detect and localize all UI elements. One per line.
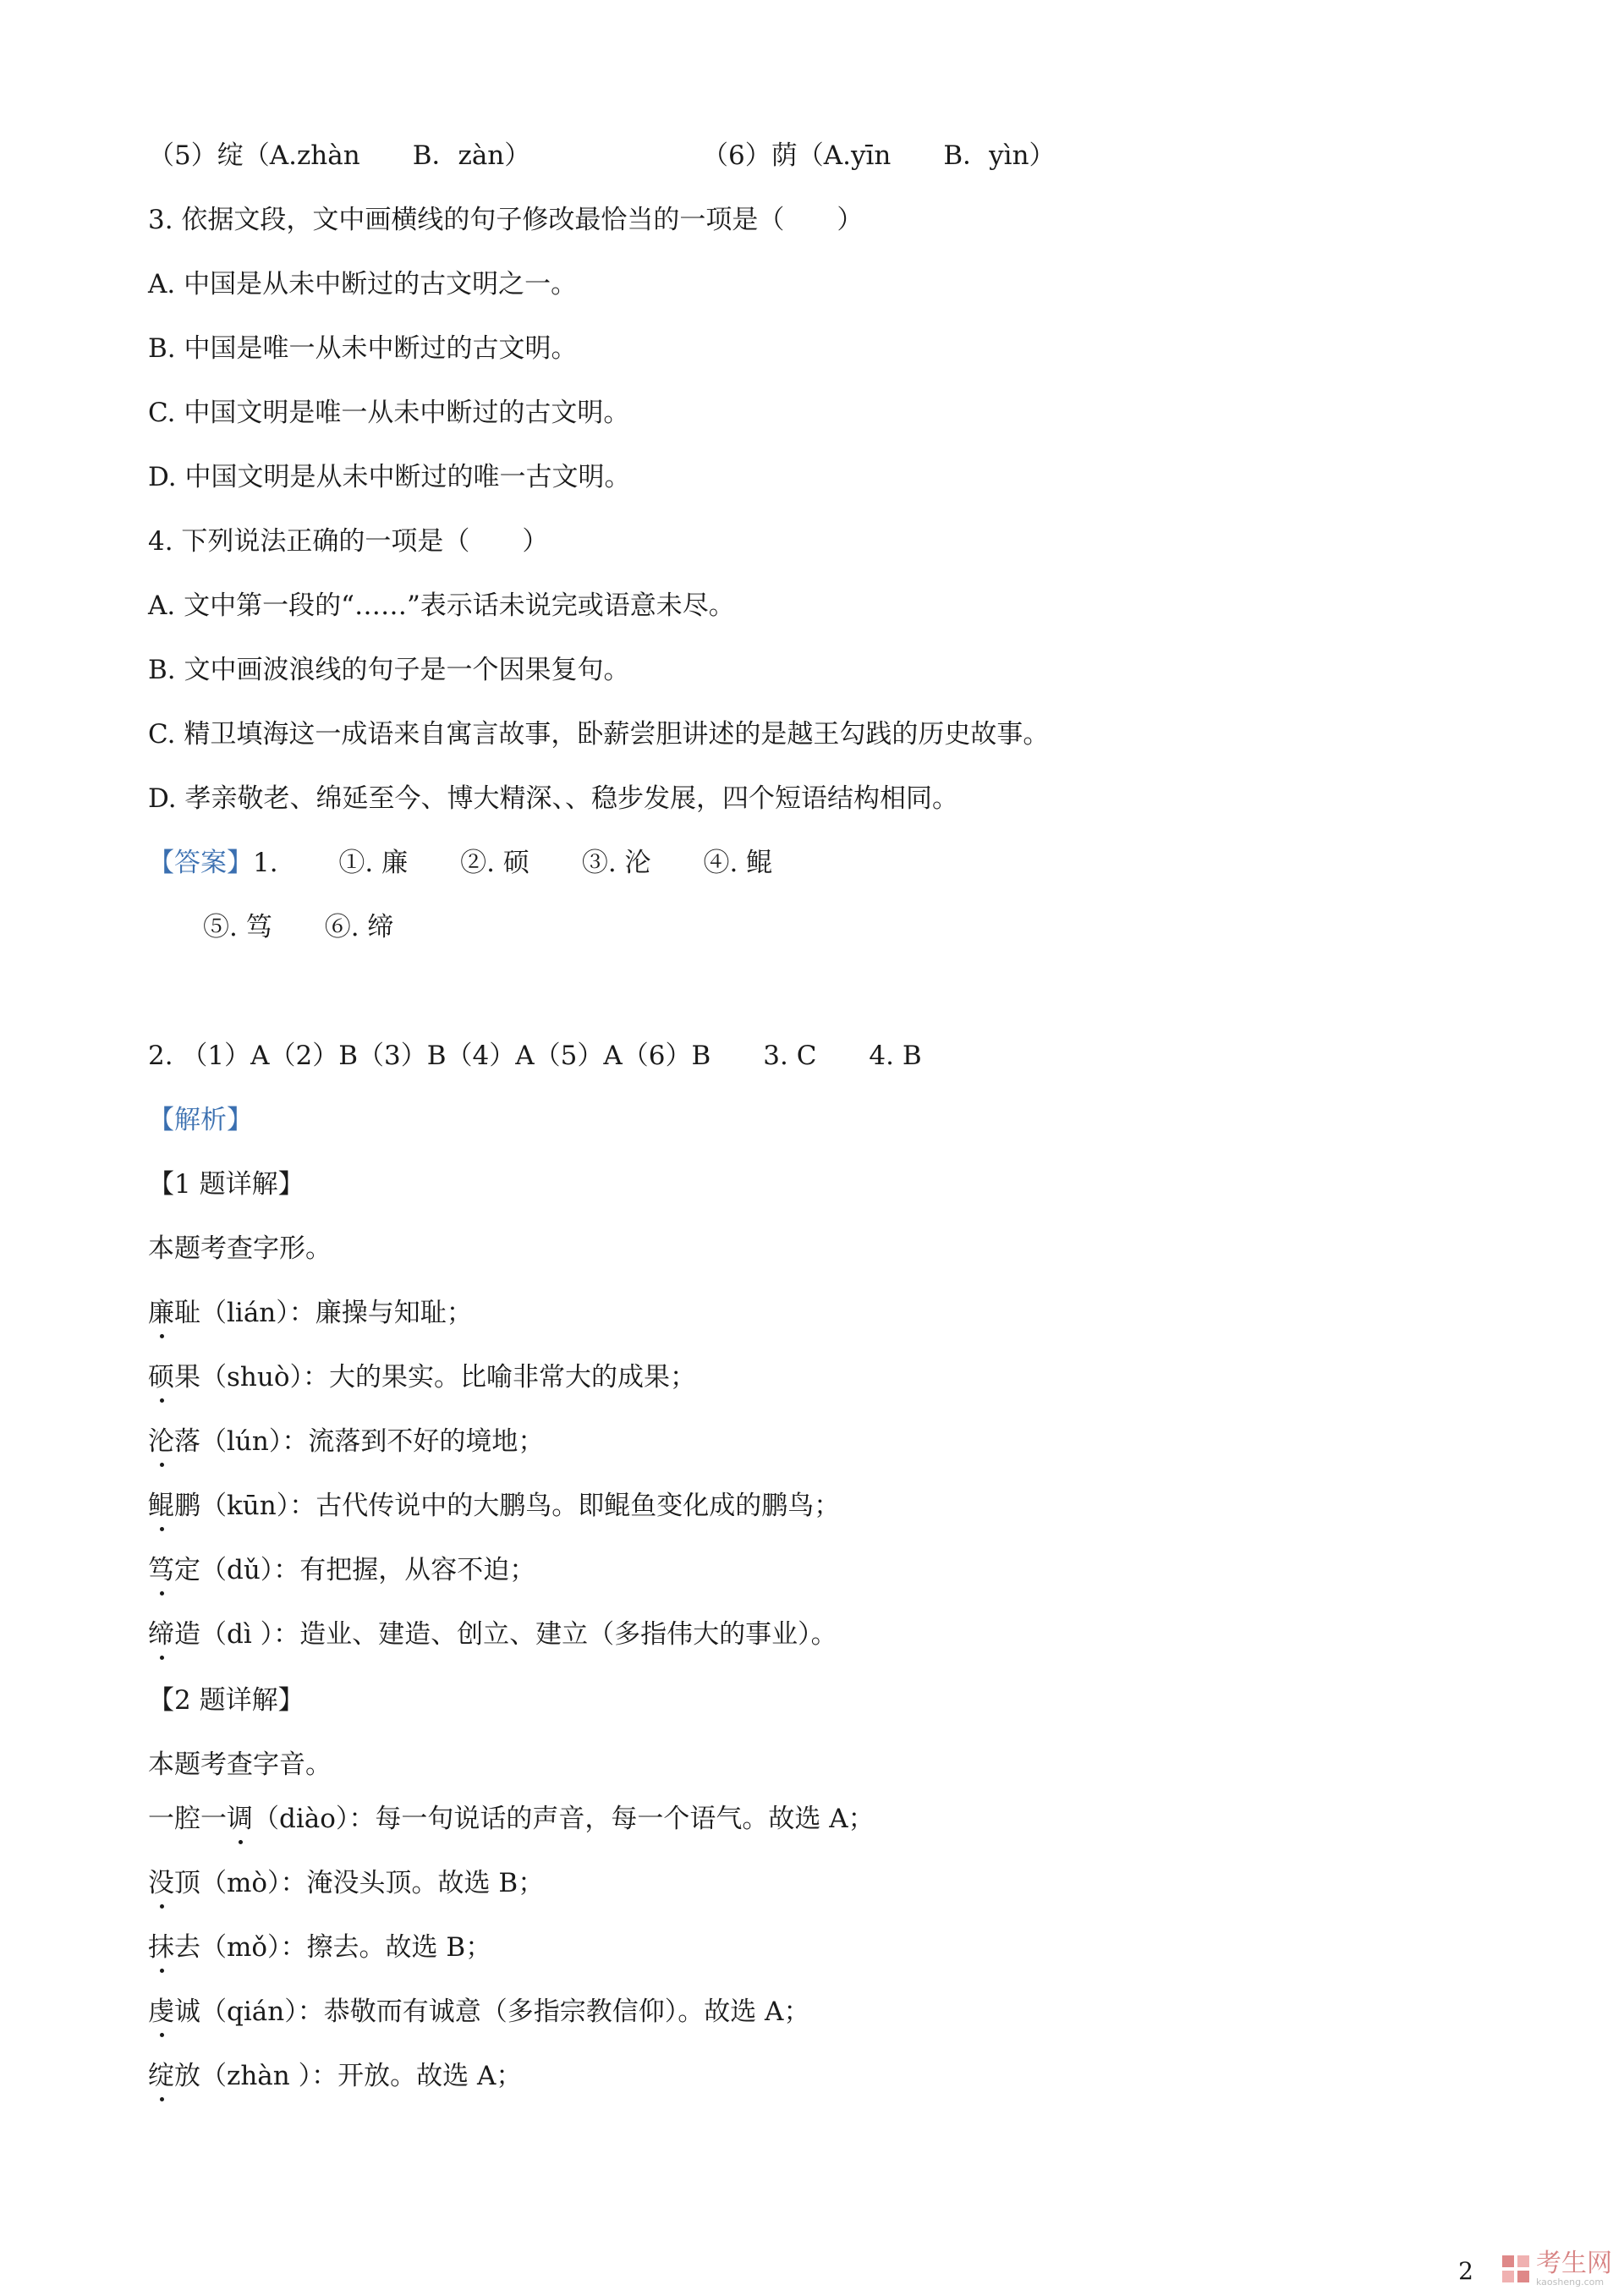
emphasized-char: 笃 xyxy=(148,1555,174,1585)
q1-item-text: 造（dì ）：造业、建造、创立、建立（多指伟大的事业）。 xyxy=(174,1619,837,1650)
q2-detail-heading: 【2 题详解】 xyxy=(148,1685,304,1716)
emphasized-char: 鲲 xyxy=(148,1491,174,1521)
q2-item xyxy=(148,1802,875,1836)
q2-item xyxy=(148,2059,522,2093)
watermark-cn: 考生网 xyxy=(1536,2249,1612,2278)
question4-option-d: D. 孝亲敬老、绵延至今、博大精深、、稳步发展，四个短语结构相同。 xyxy=(148,783,958,814)
question4-stem: 4. 下列说法正确的一项是（ ） xyxy=(148,526,549,557)
question2-item6-text: （6）荫（A.yīn B．yìn） xyxy=(702,140,1056,171)
q2-item-text: 放（zhàn ）：开放。故选 A； xyxy=(174,2061,523,2091)
q2-item-text: 诚（qián）：恭敬而有诚意（多指宗教信仰）。故选 A； xyxy=(174,1997,810,2027)
emphasized-char: 硕 xyxy=(148,1362,174,1392)
answer-line-1 xyxy=(148,846,772,880)
emphasized-char: 绽 xyxy=(148,2061,174,2091)
q2-item-text: （diào）：每一句说话的声音，每一个语气。故选 A； xyxy=(253,1804,875,1834)
question2-item6 xyxy=(702,139,1056,173)
analysis-label: 【解析】 xyxy=(148,1105,253,1135)
emphasized-char: 沦 xyxy=(148,1426,174,1457)
emphasized-char: 廉 xyxy=(148,1298,174,1328)
question3-option-a: A. 中国是从未中断过的古文明之一。 xyxy=(148,269,578,299)
question3-option-b: B. 中国是唯一从未中断过的古文明。 xyxy=(148,333,578,364)
question2-item5-text: （5）绽（A.zhàn B．zàn） xyxy=(148,140,531,171)
q1-intro: 本题考查字形。 xyxy=(148,1233,332,1264)
question4-option-c: C. 精卫填海这一成语来自寓言故事，卧薪尝胆讲述的是越王勾践的历史故事。 xyxy=(148,719,1050,750)
q2-item xyxy=(148,1931,491,1964)
q1-item xyxy=(148,1296,473,1330)
answer-label: 【答案】 xyxy=(148,848,253,878)
emphasized-char: 缔 xyxy=(148,1619,174,1650)
q1-item xyxy=(148,1618,837,1651)
question4-option-b: B. 文中画波浪线的句子是一个因果复句。 xyxy=(148,655,630,685)
q1-item xyxy=(148,1360,696,1394)
emphasized-char: 调 xyxy=(227,1804,253,1834)
question3-option-d: D. 中国文明是从未中断过的唯一古文明。 xyxy=(148,462,631,492)
q1-item xyxy=(148,1425,544,1458)
watermark-en: kaosheng.com xyxy=(1536,2277,1605,2288)
q1-item-text: 耻（lián）：廉操与知耻； xyxy=(174,1298,473,1328)
answer-line-2: ⑤. 笃 ⑥. 缔 xyxy=(203,912,394,942)
question4-option-a: A. 文中第一段的“……”表示话未说完或语意未尽。 xyxy=(148,590,735,621)
q1-item-text: 鹏（kūn）：古代传说中的大鹏鸟。即鲲鱼变化成的鹏鸟； xyxy=(174,1491,841,1521)
q2-item-prefix: 一腔一 xyxy=(148,1804,227,1834)
q2-item-text: 顶（mò）：淹没头顶。故选 B； xyxy=(174,1868,545,1898)
question3-option-c: C. 中国文明是唯一从未中断过的古文明。 xyxy=(148,398,630,428)
q1-item-text: 果（shuò）：大的果实。比喻非常大的成果； xyxy=(174,1362,697,1392)
emphasized-char: 抹 xyxy=(148,1932,174,1963)
kaosheng-logo-icon xyxy=(1501,2254,1531,2284)
question2-item5 xyxy=(148,139,530,173)
q1-detail-heading: 【1 题详解】 xyxy=(148,1169,304,1200)
q1-item xyxy=(148,1553,535,1587)
q1-item xyxy=(148,1489,840,1523)
q2-item-text: 去（mǒ）：擦去。故选 B； xyxy=(174,1932,492,1963)
page-number: 2 xyxy=(1458,2257,1473,2285)
watermark-logo xyxy=(1501,2250,1612,2288)
q2-intro: 本题考查字音。 xyxy=(148,1749,332,1780)
emphasized-char: 虔 xyxy=(148,1997,174,2027)
q2-item xyxy=(148,1995,809,2029)
watermark-text xyxy=(1536,2250,1612,2288)
answer-line-3: 2. （1）A（2）B（3）B（4）A（5）A（6）B 3. C 4. B xyxy=(148,1041,922,1071)
q1-item-text: 落（lún）：流落到不好的境地； xyxy=(174,1426,545,1457)
question3-stem: 3. 依据文段，文中画横线的句子修改最恰当的一项是（ ） xyxy=(148,205,864,235)
emphasized-char: 没 xyxy=(148,1868,174,1898)
q1-item-text: 定（dǔ）：有把握，从容不迫； xyxy=(174,1555,536,1585)
answer-line-1-text: 1. ①. 廉 ②. 硕 ③. 沦 ④. 鲲 xyxy=(253,848,773,878)
q2-item xyxy=(148,1866,544,1900)
